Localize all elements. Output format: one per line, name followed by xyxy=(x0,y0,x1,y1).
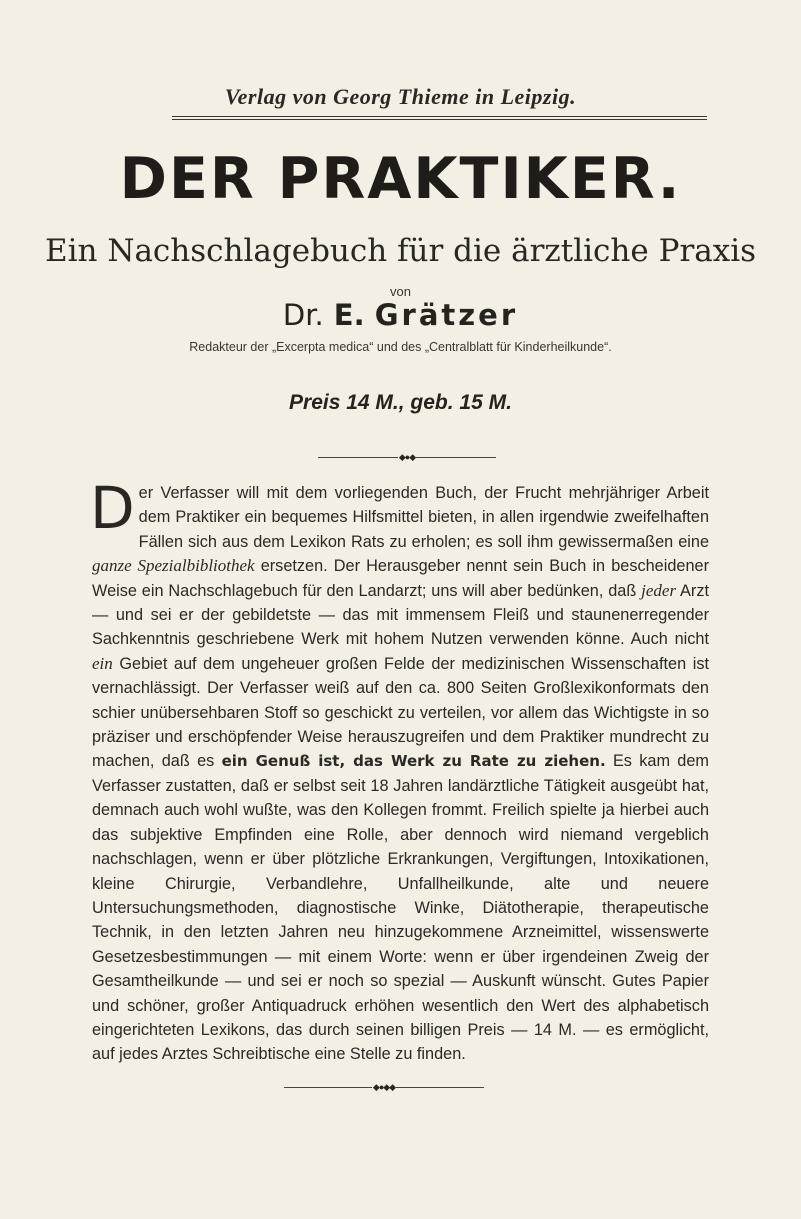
publisher-line: Verlag von Georg Thieme in Leipzig. xyxy=(224,84,577,109)
bold-highlight: ein Genuß ist, das Werk zu Rate zu ziehen. xyxy=(221,752,606,771)
divider-ornament-bottom: ◆●◆◆ xyxy=(284,1081,484,1093)
review-text: Der Verfasser will mit dem vorliegenden Buch, der Frucht mehrjähriger Arbeit dem Praktiker ein bequemes Hilfsmittel bieten, in allen irgendwie zweifelhaften Fällen sich aus dem Lexikon Rats zu erholen; es soll ihm gewissermaßen eine ganze Spezialbibliothek ersetzen. Der Herausgeber nennt sein Buch in bescheidener Weise ein Nachschlagebuch für den Landarzt; uns will aber bedünken, daß jeder Arzt — und sei er der gebildetste — das mit immensem Fleiß und staunenerregender Sachkenntnis geschriebene Werk mit hohem Nutzen verwenden könne. Auch nicht ein Gebiet auf dem ungeheuer großen Felde der medizinischen Wissenschaften ist vernachlässigt. Der Verfasser weiß auf den ca. 800 Seiten Großlexikonformats den schier unübersehbaren Stoff so geschickt zu verteilen, vor allem das Wichtigste in so präziser und erschöpfender Weise herauszugreifen und dem Praktiker mundrecht zu machen, daß es ein Genuß ist, das Werk zu Rate zu ziehen. Es kam dem Verfasser zustatten, daß er selbst seit 18 Jahren landärztliche Tätigkeit ausgeübt hat, demnach auch wohl wußte, was den Kollegen frommt. Freilich spielte ja hierbei auch das subjektive Empfinden eine Rolle, aber dennoch wird niemand vergeblich nachschlagen, wenn er über plötzliche Erkrankungen, Vergiftungen, Intoxikationen, kleine Chirurgie, Verbandlehre, Unfallheilkunde, alte und neuere Untersuchungsmethoden, diagnostische Winke, Diätotherapie, therapeutische Technik, in den letzten Jahren neu hinzugekommene Arzneimittel, wissenswerte Gesetzesbestimmungen — mit einem Worte: wenn er über irgendeinen Zweig der Gesamtheilkunde — und sei er noch so spezial — Auskunft wünscht. Gutes Papier und schöner, großer Antiquadruck erhöhen wesentlich den Wert des alphabetisch eingerichteten Lexikons, das durch seinen billigen Preis — 14 M. — es ermöglicht, auf jedes Arztes Schreibtische eine Stelle zu finden. xyxy=(90,474,709,1064)
publisher-rule xyxy=(172,116,707,120)
author-initial: E. xyxy=(333,298,365,332)
by-label: von xyxy=(390,284,411,299)
book-title: DER PRAKTIKER. xyxy=(119,146,682,212)
book-subtitle: Ein Nachschlagebuch für die ärztliche Praxis xyxy=(44,233,757,269)
emphasis-text: ganze Spezialbibliothek xyxy=(92,556,255,576)
emphasis-text: ein xyxy=(92,653,113,673)
author-credentials: Redakteur der „Excerpta medica“ und des „Centralblatt für Kinderheilkunde“. xyxy=(189,340,612,354)
emphasis-text: jeder xyxy=(641,580,677,600)
drop-cap: D xyxy=(90,474,135,542)
author-surname: Grätzer xyxy=(374,298,519,332)
author-name xyxy=(0,298,801,332)
divider-ornament-top: ◆●◆ xyxy=(318,451,496,463)
price-line: Preis 14 M., geb. 15 M. xyxy=(289,391,512,414)
author-prefix: Dr. xyxy=(282,298,324,332)
